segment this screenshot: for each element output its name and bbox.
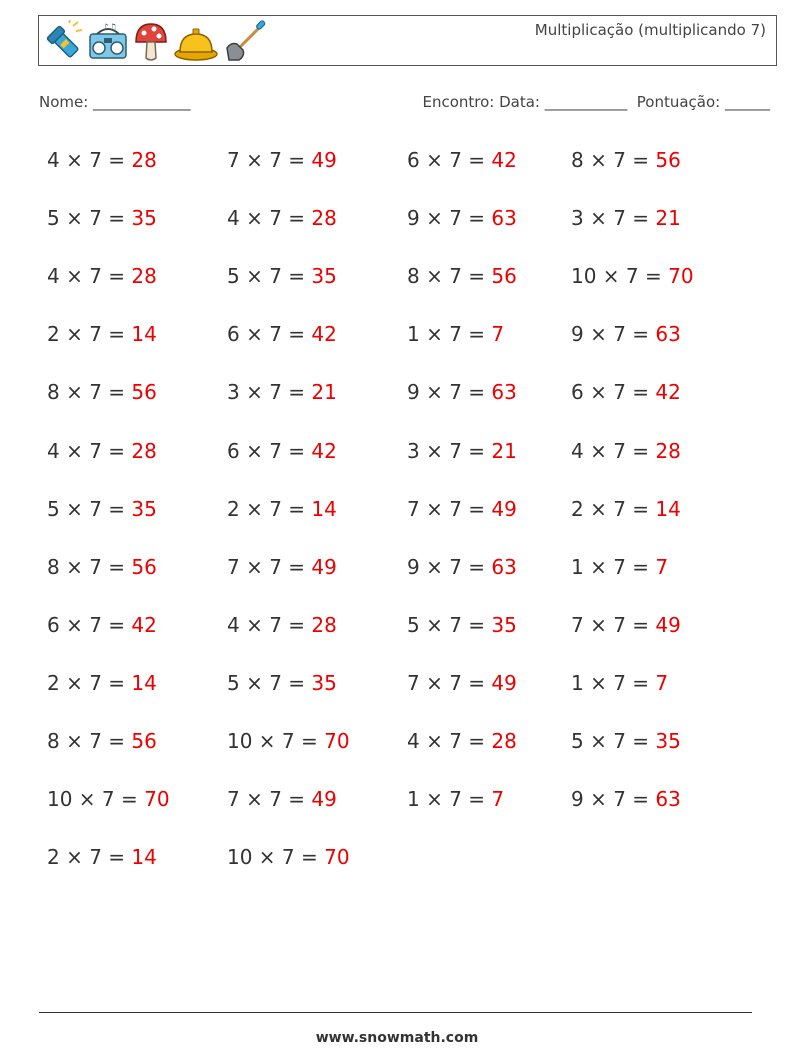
problem-item bbox=[571, 264, 694, 288]
problem-expression: 9 × 7 = bbox=[407, 380, 492, 405]
problem-item bbox=[47, 264, 157, 288]
svg-text:♪♫: ♪♫ bbox=[103, 23, 117, 33]
problem-item bbox=[227, 380, 337, 404]
problem-item bbox=[227, 671, 337, 695]
problem-item bbox=[571, 439, 681, 463]
problem-expression: 4 × 7 = bbox=[227, 206, 312, 231]
problem-expression: 9 × 7 = bbox=[407, 554, 492, 579]
problem-item bbox=[407, 264, 517, 288]
problem-answer: 42 bbox=[491, 148, 517, 172]
problem-expression: 9 × 7 = bbox=[571, 322, 656, 347]
problem-answer: 28 bbox=[131, 264, 157, 289]
problem-item bbox=[47, 322, 157, 346]
problem-item bbox=[407, 380, 517, 404]
problem-expression: 10 × 7 = bbox=[227, 845, 325, 870]
problem-answer: 14 bbox=[131, 322, 157, 347]
problem-expression: 5 × 7 = bbox=[227, 264, 312, 289]
problem-item bbox=[407, 497, 517, 521]
problem-expression: 10 × 7 = bbox=[47, 787, 145, 812]
problem-item bbox=[571, 729, 681, 753]
flashlight-icon bbox=[43, 20, 83, 64]
problem-item bbox=[571, 148, 681, 172]
problem-expression: 1 × 7 = bbox=[571, 554, 656, 579]
problem-expression: 10 × 7 = bbox=[571, 264, 669, 289]
problem-answer: 63 bbox=[655, 322, 681, 347]
problem-expression: 3 × 7 = bbox=[407, 438, 492, 463]
header-box bbox=[38, 15, 777, 66]
problem-answer: 7 bbox=[491, 787, 505, 812]
problem-item bbox=[407, 322, 504, 346]
problem-expression: 5 × 7 = bbox=[571, 729, 656, 753]
problem-item bbox=[227, 729, 350, 753]
problem-item bbox=[47, 555, 157, 579]
problem-item bbox=[227, 613, 337, 637]
problem-item bbox=[571, 671, 668, 695]
problem-answer: 14 bbox=[311, 496, 337, 521]
footer-website: www.snowmath.com bbox=[315, 1030, 479, 1046]
problem-expression: 1 × 7 = bbox=[571, 670, 656, 695]
problem-expression: 4 × 7 = bbox=[407, 729, 492, 753]
problem-expression: 7 × 7 = bbox=[227, 148, 312, 172]
icon-row bbox=[43, 20, 267, 64]
problem-answer: 56 bbox=[655, 148, 681, 172]
problem-expression: 4 × 7 = bbox=[47, 438, 132, 463]
problem-item bbox=[407, 555, 517, 579]
problem-expression: 7 × 7 = bbox=[227, 787, 312, 812]
problem-item bbox=[407, 439, 517, 463]
problem-item bbox=[571, 322, 681, 346]
problem-item bbox=[227, 322, 337, 346]
problem-expression: 4 × 7 = bbox=[47, 148, 132, 172]
problem-answer: 35 bbox=[131, 206, 157, 231]
problem-answer: 63 bbox=[491, 554, 517, 579]
problem-answer: 14 bbox=[131, 670, 157, 695]
problem-answer: 14 bbox=[131, 845, 157, 870]
problem-answer: 35 bbox=[655, 729, 681, 753]
problem-expression: 8 × 7 = bbox=[47, 554, 132, 579]
problem-answer: 49 bbox=[311, 554, 337, 579]
problem-item bbox=[571, 555, 668, 579]
problem-answer: 28 bbox=[655, 438, 681, 463]
problem-item bbox=[571, 613, 681, 637]
mushroom-icon bbox=[133, 20, 169, 64]
page-title: Multiplicação (multiplicando 7) bbox=[534, 21, 766, 39]
problem-item bbox=[47, 729, 157, 753]
problem-item bbox=[227, 555, 337, 579]
problem-answer: 42 bbox=[311, 322, 337, 347]
problem-answer: 35 bbox=[311, 670, 337, 695]
problem-expression: 8 × 7 = bbox=[47, 729, 132, 753]
problem-expression: 2 × 7 = bbox=[47, 670, 132, 695]
problem-expression: 6 × 7 = bbox=[227, 438, 312, 463]
problem-expression: 3 × 7 = bbox=[571, 206, 656, 231]
problem-answer: 42 bbox=[311, 438, 337, 463]
problem-expression: 2 × 7 = bbox=[47, 845, 132, 870]
problem-answer: 28 bbox=[311, 612, 337, 637]
problem-item bbox=[407, 148, 517, 172]
problem-expression: 5 × 7 = bbox=[227, 670, 312, 695]
problem-expression: 4 × 7 = bbox=[47, 264, 132, 289]
problem-answer: 70 bbox=[324, 729, 350, 753]
problem-answer: 35 bbox=[131, 496, 157, 521]
problem-item bbox=[407, 787, 504, 811]
problem-answer: 21 bbox=[491, 438, 517, 463]
problem-item bbox=[227, 845, 350, 869]
problem-item bbox=[47, 380, 157, 404]
problem-answer: 56 bbox=[131, 554, 157, 579]
problem-answer: 63 bbox=[491, 206, 517, 231]
problem-expression: 2 × 7 = bbox=[227, 496, 312, 521]
problem-item bbox=[47, 787, 170, 811]
problem-expression: 5 × 7 = bbox=[407, 612, 492, 637]
problem-item bbox=[407, 206, 517, 230]
problem-expression: 7 × 7 = bbox=[571, 612, 656, 637]
problem-expression: 5 × 7 = bbox=[47, 206, 132, 231]
shovel-icon bbox=[223, 20, 267, 64]
problem-answer: 49 bbox=[311, 787, 337, 812]
problem-expression: 4 × 7 = bbox=[227, 612, 312, 637]
problem-item bbox=[47, 613, 157, 637]
problem-answer: 28 bbox=[131, 148, 157, 172]
problem-answer: 7 bbox=[491, 322, 505, 347]
problem-expression: 7 × 7 = bbox=[227, 554, 312, 579]
problem-expression: 2 × 7 = bbox=[571, 496, 656, 521]
problem-answer: 21 bbox=[311, 380, 337, 405]
problem-item bbox=[227, 497, 337, 521]
boombox-icon bbox=[87, 20, 129, 64]
problem-answer: 35 bbox=[491, 612, 517, 637]
problem-item bbox=[47, 671, 157, 695]
problem-item bbox=[47, 497, 157, 521]
problem-expression: 6 × 7 = bbox=[571, 380, 656, 405]
problem-answer: 21 bbox=[655, 206, 681, 231]
problem-expression: 6 × 7 = bbox=[47, 612, 132, 637]
problem-expression: 9 × 7 = bbox=[571, 787, 656, 812]
problem-answer: 49 bbox=[491, 496, 517, 521]
problem-expression: 1 × 7 = bbox=[407, 787, 492, 812]
problem-answer: 63 bbox=[491, 380, 517, 405]
problem-answer: 49 bbox=[311, 148, 337, 172]
problem-answer: 70 bbox=[144, 787, 170, 812]
problem-item bbox=[407, 613, 517, 637]
problem-answer: 42 bbox=[131, 612, 157, 637]
problem-item bbox=[47, 206, 157, 230]
problem-answer: 28 bbox=[131, 438, 157, 463]
problem-expression: 5 × 7 = bbox=[47, 496, 132, 521]
problem-expression: 10 × 7 = bbox=[227, 729, 325, 753]
problem-item bbox=[47, 439, 157, 463]
problem-expression: 8 × 7 = bbox=[571, 148, 656, 172]
problem-answer: 7 bbox=[655, 554, 669, 579]
problem-answer: 14 bbox=[655, 496, 681, 521]
problem-item bbox=[227, 439, 337, 463]
problem-item bbox=[47, 148, 157, 172]
problem-answer: 49 bbox=[655, 612, 681, 637]
problem-answer: 35 bbox=[311, 264, 337, 289]
problem-answer: 63 bbox=[655, 787, 681, 812]
problem-item bbox=[227, 787, 337, 811]
problem-answer: 28 bbox=[311, 206, 337, 231]
problem-answer: 49 bbox=[491, 670, 517, 695]
problem-item bbox=[47, 845, 157, 869]
problem-expression: 4 × 7 = bbox=[571, 438, 656, 463]
date-score-fields: Encontro: Data: ___________ Pontuação: ______ bbox=[422, 93, 770, 111]
problem-answer: 70 bbox=[324, 845, 350, 870]
problem-item bbox=[227, 206, 337, 230]
bell-icon bbox=[173, 20, 219, 64]
problem-answer: 56 bbox=[131, 380, 157, 405]
problem-item bbox=[227, 148, 337, 172]
problem-expression: 7 × 7 = bbox=[407, 670, 492, 695]
problem-expression: 2 × 7 = bbox=[47, 322, 132, 347]
problem-item bbox=[407, 671, 517, 695]
problem-answer: 56 bbox=[491, 264, 517, 289]
problem-answer: 70 bbox=[668, 264, 694, 289]
problem-expression: 1 × 7 = bbox=[407, 322, 492, 347]
footer-divider bbox=[39, 1012, 752, 1013]
problem-expression: 6 × 7 = bbox=[227, 322, 312, 347]
problem-answer: 28 bbox=[491, 729, 517, 753]
problem-expression: 8 × 7 = bbox=[407, 264, 492, 289]
problem-item bbox=[407, 729, 517, 753]
problem-answer: 7 bbox=[655, 670, 669, 695]
problem-item bbox=[571, 787, 681, 811]
problem-item bbox=[571, 206, 681, 230]
problem-item bbox=[227, 264, 337, 288]
problem-expression: 6 × 7 = bbox=[407, 148, 492, 172]
problem-expression: 8 × 7 = bbox=[47, 380, 132, 405]
problem-answer: 56 bbox=[131, 729, 157, 753]
problem-item bbox=[571, 380, 681, 404]
problem-answer: 42 bbox=[655, 380, 681, 405]
problem-expression: 7 × 7 = bbox=[407, 496, 492, 521]
problem-expression: 3 × 7 = bbox=[227, 380, 312, 405]
problem-item bbox=[571, 497, 681, 521]
name-field: Nome: _____________ bbox=[39, 93, 191, 111]
problem-expression: 9 × 7 = bbox=[407, 206, 492, 231]
